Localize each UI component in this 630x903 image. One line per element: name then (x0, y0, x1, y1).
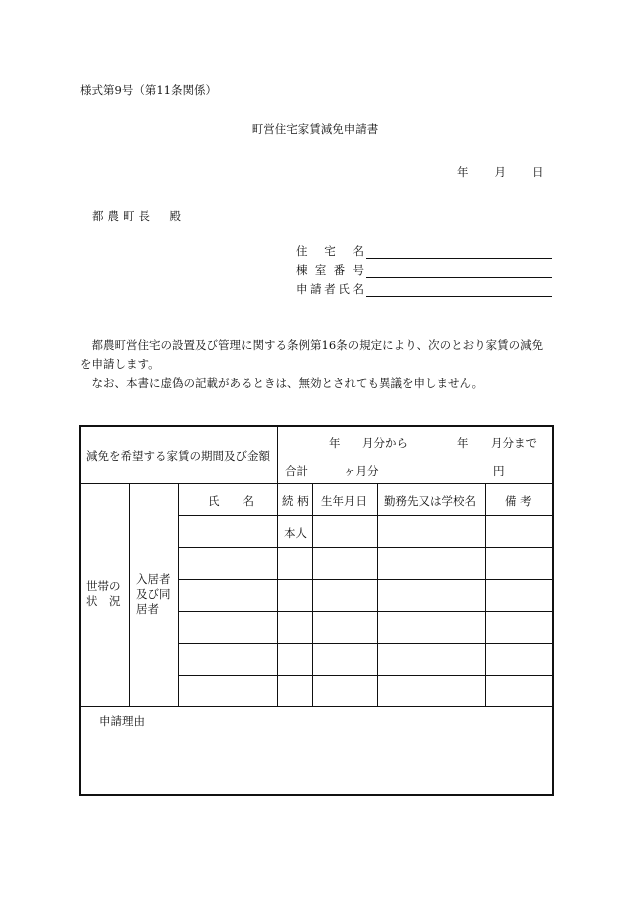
resident-label-line: 居者 (136, 602, 159, 616)
col-header-workplace: 勤務先又は学校名 (384, 494, 476, 508)
col-header-name: 氏 名 (208, 494, 254, 508)
period-bottom-line (81, 483, 552, 484)
body-line-1-cont: を申請します。 (80, 357, 160, 371)
row-line (178, 611, 552, 612)
col-header-relation: 続 柄 (282, 494, 309, 508)
body-line-1: 都農町営住宅の設置及び管理に関する条例第16条の規定により、次のとおり家賃の減免 (91, 338, 544, 352)
period-from-year: 年 (329, 436, 341, 450)
work-col-line (485, 483, 486, 706)
period-from-month: 月分から (362, 436, 408, 450)
address-input-line[interactable] (366, 244, 552, 259)
household-label-line: 状 況 (86, 594, 121, 608)
row-line (178, 675, 552, 676)
date-month: 月 (494, 165, 506, 179)
date-line (457, 164, 544, 180)
row-line (178, 547, 552, 548)
row-line (178, 579, 552, 580)
resident-col-line (178, 483, 179, 706)
period-divider (277, 427, 278, 483)
resident-label-line: 及び同 (136, 587, 171, 601)
room-number-input-line[interactable] (366, 263, 552, 278)
body-line-2: なお、本書に虚偽の記載があるときは、無効とされても異議を申しません。 (91, 376, 484, 390)
household-label-line: 世帯の (86, 579, 121, 593)
body-text (80, 336, 558, 393)
total-label: 合計 (285, 464, 308, 478)
birth-col-line (377, 483, 378, 706)
date-year: 年 (457, 165, 469, 179)
household-label (86, 579, 121, 609)
yen-label: 円 (493, 464, 505, 478)
address-label: 住宅名 (296, 244, 364, 258)
self-label: 本人 (284, 526, 307, 540)
address-field[interactable] (296, 243, 552, 259)
months-label: ヶ月分 (344, 464, 379, 478)
applicant-name-input-line[interactable] (366, 282, 552, 297)
period-to-month: 月分まで (491, 436, 537, 450)
room-number-field[interactable] (296, 262, 552, 278)
application-table (79, 425, 554, 796)
document-title: 町営住宅家賃減免申請書 (251, 122, 379, 136)
period-to-year: 年 (457, 436, 469, 450)
applicant-name-label: 申請者氏名 (296, 282, 364, 296)
applicant-name-field[interactable] (296, 281, 552, 297)
row-line (178, 515, 552, 516)
col-header-notes: 備 考 (505, 494, 532, 508)
date-day: 日 (532, 165, 544, 179)
relation-col-line (312, 483, 313, 706)
name-col-line (277, 483, 278, 706)
row-line (178, 643, 552, 644)
household-col-line (129, 483, 130, 706)
resident-label (136, 572, 171, 617)
resident-label-line: 入居者 (136, 572, 171, 586)
period-label: 減免を希望する家賃の期間及び金額 (86, 449, 270, 463)
form-number: 様式第9号（第11条関係） (80, 83, 217, 97)
reason-label: 申請理由 (99, 714, 145, 728)
room-number-label: 棟室番号 (296, 263, 364, 277)
reason-top-line (81, 706, 552, 707)
addressee: 都農町長 殿 (92, 209, 185, 223)
col-header-birthdate: 生年月日 (321, 494, 367, 508)
